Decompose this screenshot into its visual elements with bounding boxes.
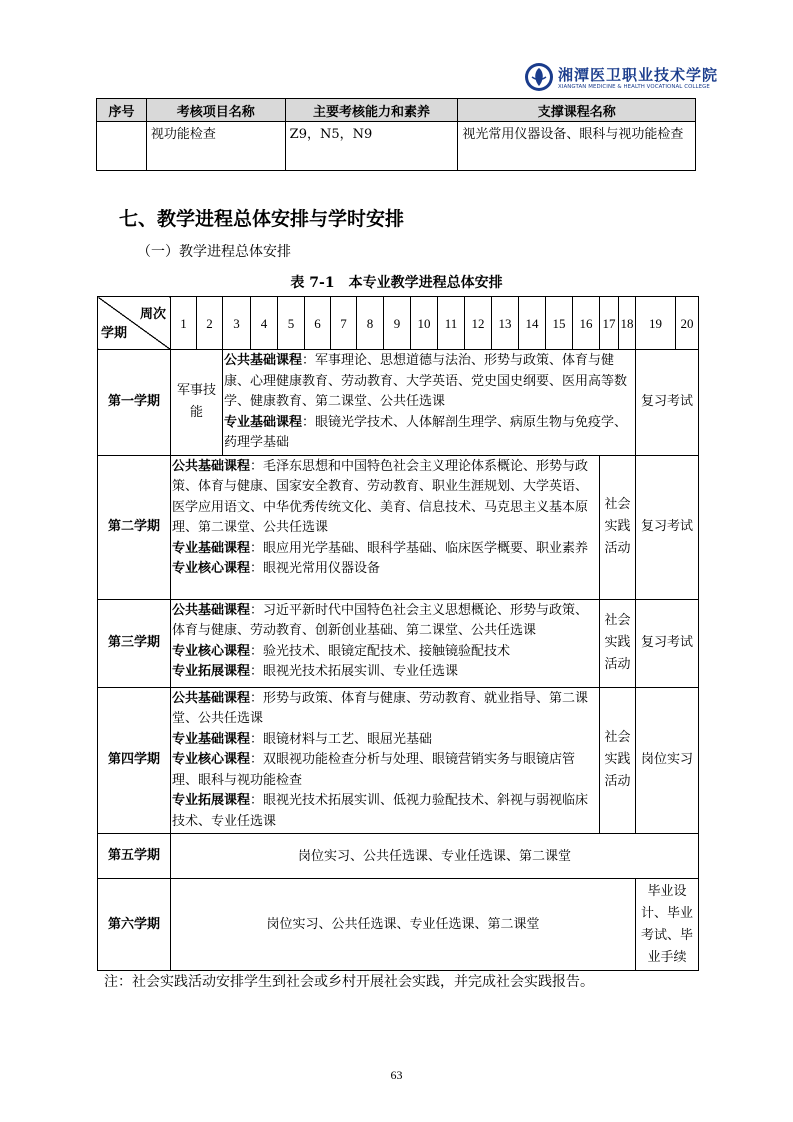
semester-label: 第四学期 [98, 687, 171, 834]
internship: 岗位实习 [636, 687, 699, 834]
week-number: 2 [197, 297, 223, 350]
semester-label: 第三学期 [98, 599, 171, 687]
semester-courses [223, 350, 636, 456]
semester-label: 第一学期 [98, 350, 171, 456]
course-category: 公共基础课程 [172, 690, 251, 706]
course-category: 公共基础课程 [172, 602, 251, 618]
week-number: 11 [438, 297, 465, 350]
semester-content: 岗位实习、公共任选课、专业任选课、第二课堂 [171, 834, 699, 879]
table-header-row [97, 99, 696, 122]
semester-row [98, 455, 699, 599]
row-number [97, 122, 147, 171]
course-category: 专业拓展课程 [172, 793, 251, 808]
week-number: 14 [519, 297, 546, 350]
course-list: ：眼镜光学技术、人体解剖生理学、病原生物与免疫学、药理学基础 [224, 414, 628, 450]
col-header: 主要考核能力和素养 [285, 99, 458, 122]
course-list: ：眼视光技术拓展实训、低视力验配技术、斜视与弱视临床技术、专业任选课 [172, 793, 589, 829]
corner-weeks-label: 周次 [139, 306, 166, 321]
semester-row [98, 834, 699, 879]
week-number: 20 [676, 297, 699, 350]
week-number: 13 [492, 297, 519, 350]
corner-cell [98, 297, 171, 350]
week-number: 4 [251, 297, 278, 350]
week-number: 18 [619, 297, 636, 350]
course-category: 专业核心课程 [172, 752, 251, 767]
course-list: ：习近平新时代中国特色社会主义思想概论、形势与政策、体育与健康、劳动教育、创新创业基础、第二课堂、公共任选课 [172, 602, 589, 638]
col-header: 支撑课程名称 [458, 99, 696, 122]
assessment-table [96, 98, 696, 171]
social-practice: 社会实践活动 [600, 599, 636, 687]
row-ability: Z9，N5，N9 [285, 122, 458, 171]
semester-label: 第五学期 [98, 834, 171, 879]
weeks-header-row [98, 297, 699, 350]
col-header: 考核项目名称 [146, 99, 285, 122]
page-number: 63 [390, 1068, 403, 1082]
semester-row [98, 599, 699, 687]
course-list: ：毛泽东思想和中国特色社会主义理论体系概论、形势与政策、体育与健康、国家安全教育、劳动教育、职业生涯规划、大学英语、医学应用语文、中华优秀传统文化、美育、信息技术、马克思主义基本原理、第二课堂、公共任选课 [172, 458, 589, 535]
semester-courses [171, 687, 600, 834]
schedule-table [97, 296, 699, 971]
course-category: 专业核心课程 [172, 561, 251, 576]
week-number: 9 [384, 297, 411, 350]
course-list: ：形势与政策、体育与健康、劳动教育、就业指导、第二课堂、公共任选课 [172, 690, 589, 726]
social-practice: 社会实践活动 [600, 455, 636, 599]
semester-content: 岗位实习、公共任选课、专业任选课、第二课堂 [171, 879, 636, 971]
semester-label: 第二学期 [98, 455, 171, 599]
week-number: 1 [171, 297, 197, 350]
college-emblem-icon [524, 62, 554, 92]
semester-courses [171, 455, 600, 599]
social-practice: 社会实践活动 [600, 687, 636, 834]
course-list: ：眼应用光学基础、眼科学基础、临床医学概要、职业素养 [250, 540, 589, 556]
week-number: 17 [600, 297, 619, 350]
school-name-cn: 湘潭医卫职业技术学院 [558, 66, 719, 84]
graduation: 毕业设计、毕业考试、毕业手续 [636, 879, 699, 971]
subsection-title: （一）教学进程总体安排 [137, 244, 291, 260]
table-row [97, 122, 696, 171]
course-category: 专业核心课程 [172, 643, 251, 659]
course-list: ：军事理论、思想道德与法治、形势与政策、体育与健康、心理健康教育、劳动教育、大学英语、党史国史纲要、医用高等数学、健康教育、第二课堂、公共任选课 [224, 353, 628, 409]
corner-semester-label: 学期 [101, 325, 128, 340]
school-name-en: XIANGTAN MEDICINE & HEALTH VOCATIONAL COLLEGE [558, 84, 710, 90]
week-number: 10 [411, 297, 438, 350]
course-category: 公共基础课程 [224, 353, 303, 368]
review-exam: 复习考试 [636, 455, 699, 599]
course-list: ：眼镜材料与工艺、眼屈光基础 [250, 731, 433, 747]
week-number: 16 [573, 297, 600, 350]
college-logo [524, 62, 719, 96]
semester-row [98, 687, 699, 834]
semester-row [98, 879, 699, 971]
table-caption: 表 7-1 本专业教学进程总体安排 [290, 275, 503, 291]
col-header: 序号 [97, 99, 147, 122]
row-courses: 视光常用仪器设备、眼科与视功能检查 [458, 122, 696, 171]
week-number: 5 [278, 297, 305, 350]
week-number: 7 [331, 297, 357, 350]
course-category: 专业基础课程 [172, 540, 251, 556]
row-item: 视功能检查 [146, 122, 285, 171]
week-number: 15 [546, 297, 573, 350]
review-exam: 复习考试 [636, 599, 699, 687]
course-category: 专业基础课程 [224, 414, 303, 430]
week-number: 12 [465, 297, 492, 350]
week-number: 3 [223, 297, 251, 350]
semester-courses [171, 599, 600, 687]
table-note: 注：社会实践活动安排学生到社会或乡村开展社会实践，并完成社会实践报告。 [104, 974, 594, 990]
course-list: ：眼视光技术拓展实训、专业任选课 [250, 664, 459, 679]
week-number: 6 [305, 297, 331, 350]
course-category: 公共基础课程 [172, 458, 251, 474]
semester-label: 第六学期 [98, 879, 171, 971]
military-training: 军事技能 [171, 350, 223, 456]
section-title: 七、教学进程总体安排与学时安排 [119, 208, 405, 230]
course-list: ：双眼视功能检查分析与处理、眼镜营销实务与眼镜店管理、眼科与视功能检查 [172, 752, 576, 788]
semester-row [98, 350, 699, 456]
week-number: 19 [636, 297, 676, 350]
course-list: ：验光技术、眼镜定配技术、接触镜验配技术 [250, 643, 511, 659]
course-list: ：眼视光常用仪器设备 [250, 561, 381, 576]
course-category: 专业拓展课程 [172, 664, 251, 679]
course-category: 专业基础课程 [172, 731, 251, 747]
review-exam: 复习考试 [636, 350, 699, 456]
week-number: 8 [357, 297, 384, 350]
